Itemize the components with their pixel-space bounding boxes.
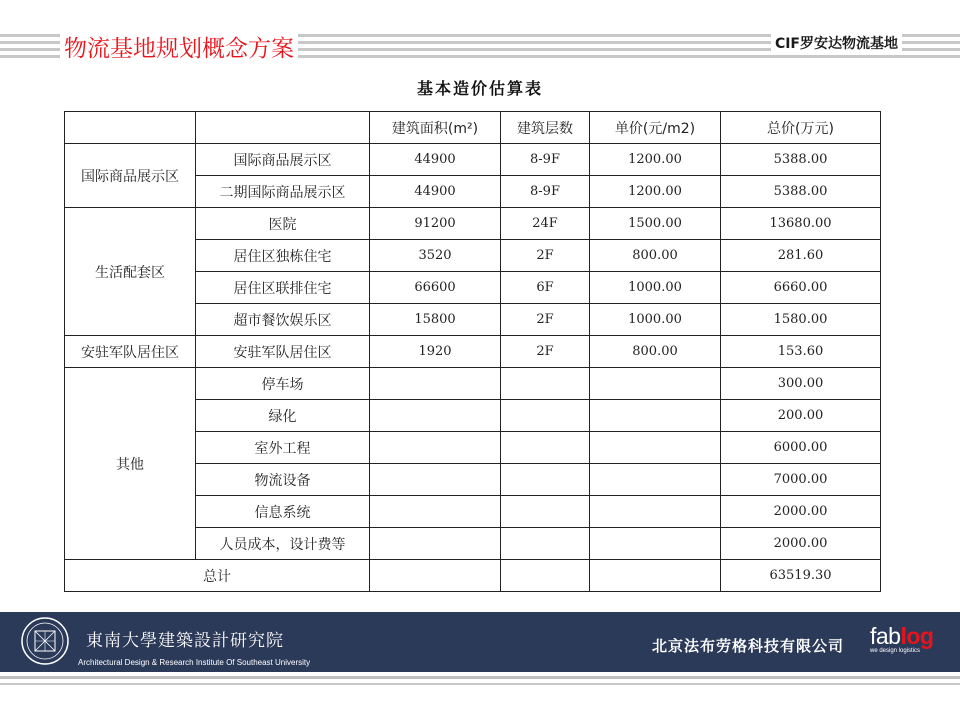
company-name: 北京法布劳格科技有限公司 — [652, 637, 845, 655]
table-row — [65, 368, 881, 400]
area-cell — [370, 432, 501, 464]
table-row — [65, 336, 881, 368]
fablog-logo — [870, 624, 946, 658]
table-row — [65, 208, 881, 240]
item-name-cell: 安驻军队居住区 — [196, 336, 370, 368]
total-cell: 2000.00 — [721, 528, 881, 560]
summary-label: 总计 — [65, 560, 370, 592]
item-name-cell: 物流设备 — [196, 464, 370, 496]
total-cell: 6660.00 — [721, 272, 881, 304]
total-cell: 6000.00 — [721, 432, 881, 464]
unit-price-cell — [590, 432, 721, 464]
column-header: 总价(万元) — [721, 112, 881, 144]
floors-cell: 8-9F — [501, 176, 590, 208]
floors-cell: 2F — [501, 240, 590, 272]
unit-price-cell — [590, 528, 721, 560]
area-cell — [370, 368, 501, 400]
table-caption: 基本造价估算表 — [416, 79, 543, 98]
column-header — [65, 112, 196, 144]
total-cell: 13680.00 — [721, 208, 881, 240]
university-seal-icon — [20, 616, 70, 666]
total-cell: 5388.00 — [721, 176, 881, 208]
logo-tagline: we design logistics — [870, 648, 921, 654]
floors-cell: 2F — [501, 336, 590, 368]
item-name-cell: 医院 — [196, 208, 370, 240]
logo-log-text: log — [900, 623, 934, 649]
floors-cell — [501, 496, 590, 528]
item-name-cell: 居住区联排住宅 — [196, 272, 370, 304]
empty-cell — [370, 560, 501, 592]
item-name-cell: 人员成本，设计费等 — [196, 528, 370, 560]
area-cell — [370, 496, 501, 528]
column-header: 单价(元/m2) — [590, 112, 721, 144]
total-cell: 153.60 — [721, 336, 881, 368]
total-cell: 300.00 — [721, 368, 881, 400]
total-cell: 281.60 — [721, 240, 881, 272]
area-cell — [370, 464, 501, 496]
unit-price-cell: 1200.00 — [590, 176, 721, 208]
unit-price-cell: 1500.00 — [590, 208, 721, 240]
area-cell — [370, 400, 501, 432]
column-header — [196, 112, 370, 144]
floors-cell — [501, 400, 590, 432]
item-name-cell: 居住区独栋住宅 — [196, 240, 370, 272]
total-cell: 5388.00 — [721, 144, 881, 176]
empty-cell — [501, 560, 590, 592]
item-name-cell: 室外工程 — [196, 432, 370, 464]
total-cell: 200.00 — [721, 400, 881, 432]
floors-cell — [501, 432, 590, 464]
unit-price-cell: 800.00 — [590, 240, 721, 272]
unit-price-cell — [590, 496, 721, 528]
area-cell: 1920 — [370, 336, 501, 368]
area-cell — [370, 528, 501, 560]
total-cell: 2000.00 — [721, 496, 881, 528]
group-name-cell: 国际商品展示区 — [65, 144, 196, 208]
item-name-cell: 二期国际商品展示区 — [196, 176, 370, 208]
unit-price-cell: 800.00 — [590, 336, 721, 368]
item-name-cell: 信息系统 — [196, 496, 370, 528]
floors-cell — [501, 368, 590, 400]
summary-row — [65, 560, 881, 592]
area-cell: 15800 — [370, 304, 501, 336]
logo-fab-text: fab — [870, 623, 901, 649]
item-name-cell: 超市餐饮娱乐区 — [196, 304, 370, 336]
column-header: 建筑面积(m²) — [370, 112, 501, 144]
institute-english-name: Architectural Design & Research Institute Of Southeast University — [78, 658, 311, 667]
footer-divider — [0, 676, 960, 679]
footer-divider — [0, 683, 960, 685]
unit-price-cell — [590, 400, 721, 432]
floors-cell — [501, 528, 590, 560]
floors-cell: 8-9F — [501, 144, 590, 176]
group-name-cell: 其他 — [65, 368, 196, 560]
column-header: 建筑层数 — [501, 112, 590, 144]
area-cell: 91200 — [370, 208, 501, 240]
summary-total: 63519.30 — [721, 560, 881, 592]
unit-price-cell: 1000.00 — [590, 272, 721, 304]
unit-price-cell — [590, 368, 721, 400]
floors-cell: 24F — [501, 208, 590, 240]
floors-cell: 6F — [501, 272, 590, 304]
group-name-cell: 安驻军队居住区 — [65, 336, 196, 368]
area-cell: 66600 — [370, 272, 501, 304]
total-cell: 7000.00 — [721, 464, 881, 496]
unit-price-cell — [590, 464, 721, 496]
institute-name: 東南大學建築設計研究院 — [86, 631, 284, 651]
area-cell: 44900 — [370, 176, 501, 208]
empty-cell — [590, 560, 721, 592]
brand-title: CIF罗安达物流基地 — [771, 34, 902, 54]
item-name-cell: 绿化 — [196, 400, 370, 432]
group-name-cell: 生活配套区 — [65, 208, 196, 336]
item-name-cell: 国际商品展示区 — [196, 144, 370, 176]
page-title: 物流基地规划概念方案 — [60, 33, 298, 65]
floors-cell — [501, 464, 590, 496]
item-name-cell: 停车场 — [196, 368, 370, 400]
area-cell: 44900 — [370, 144, 501, 176]
area-cell: 3520 — [370, 240, 501, 272]
table-row — [65, 144, 881, 176]
unit-price-cell: 1000.00 — [590, 304, 721, 336]
table-header-row — [65, 112, 881, 144]
floors-cell: 2F — [501, 304, 590, 336]
cost-estimate-table — [64, 111, 881, 592]
unit-price-cell: 1200.00 — [590, 144, 721, 176]
total-cell: 1580.00 — [721, 304, 881, 336]
